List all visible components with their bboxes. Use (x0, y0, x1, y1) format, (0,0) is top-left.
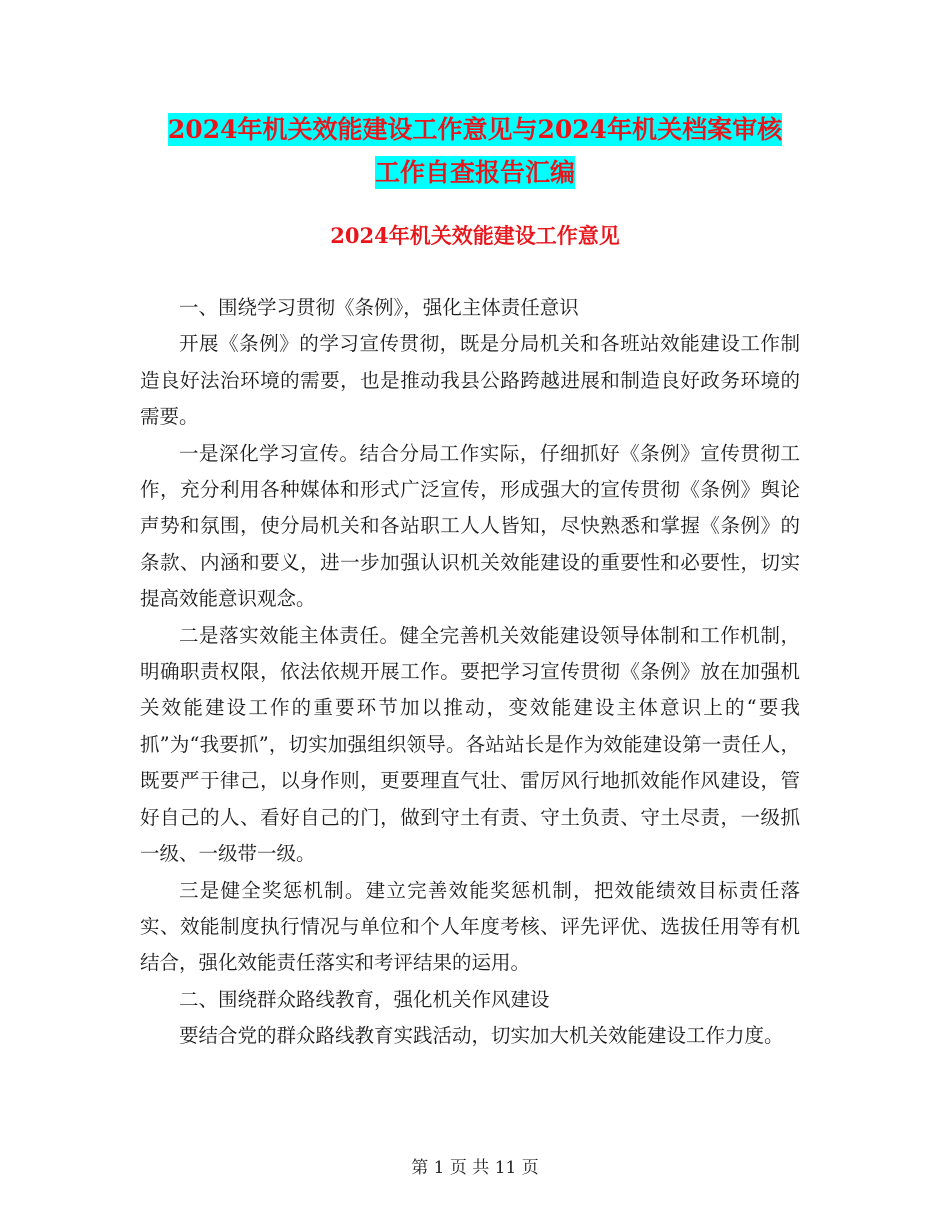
heading-two: 二、围绕群众路线教育，强化机关作风建设 (179, 987, 550, 1011)
section-title: 2024年机关效能建设工作意见 (330, 223, 620, 248)
document-title-line-1: 2024年机关效能建设工作意见与2024年机关档案审核 (167, 115, 783, 144)
paragraph: 一是深化学习宣传。结合分局工作实际，仔细抓好《条例》宣传贯彻工作，充分利用各种媒体和形式广泛宣传，形成强大的宣传贯彻《条例》舆论声势和氛围，使分局机关和各站职工人人皆知，尽快熟悉和掌握《条例》的条款、内涵和要义，进一步加强认识机关效能建设的重要性和必要性，切实提高效能意识观念。 (140, 441, 800, 611)
paragraph: 二是落实效能主体责任。健全完善机关效能建设领导体制和工作机制，明确职责权限，依法依规开展工作。要把学习宣传贯彻《条例》放在加强机关效能建设工作的重要环节加以推动，变效能建设主体意识上的“要我抓”为“我要抓”，切实加强组织领导。各站站长是作为效能建设第一责任人，既要严于律己，以身作则，更要理直气壮、雷厉风行地抓效能作风建设，管好自己的人、看好自己的门，做到守土有责、守土负责、守土尽责，一级抓一级、一级带一级。 (140, 623, 800, 866)
heading-one: 一、围绕学习贯彻《条例》，强化主体责任意识 (179, 296, 579, 319)
document-body (140, 290, 800, 1055)
paragraph: 开展《条例》的学习宣传贯彻，既是分局机关和各班站效能建设工作制造良好法治环境的需要，也是推动我县公路跨越进展和制造良好政务环境的需要。 (140, 332, 800, 429)
page-footer: 第 1 页 共 11 页 (411, 1158, 539, 1178)
paragraph: 三是健全奖惩机制。建立完善效能奖惩机制，把效能绩效目标责任落实、效能制度执行情况与单位和个人年度考核、评先评优、选拔任用等有机结合，强化效能责任落实和考评结果的运用。 (140, 878, 800, 975)
document-title (140, 108, 810, 194)
document-title-line-2: 工作自查报告汇编 (374, 158, 575, 187)
paragraph: 要结合党的群众路线教育实践活动，切实加大机关效能建设工作力度。 (179, 1024, 784, 1048)
